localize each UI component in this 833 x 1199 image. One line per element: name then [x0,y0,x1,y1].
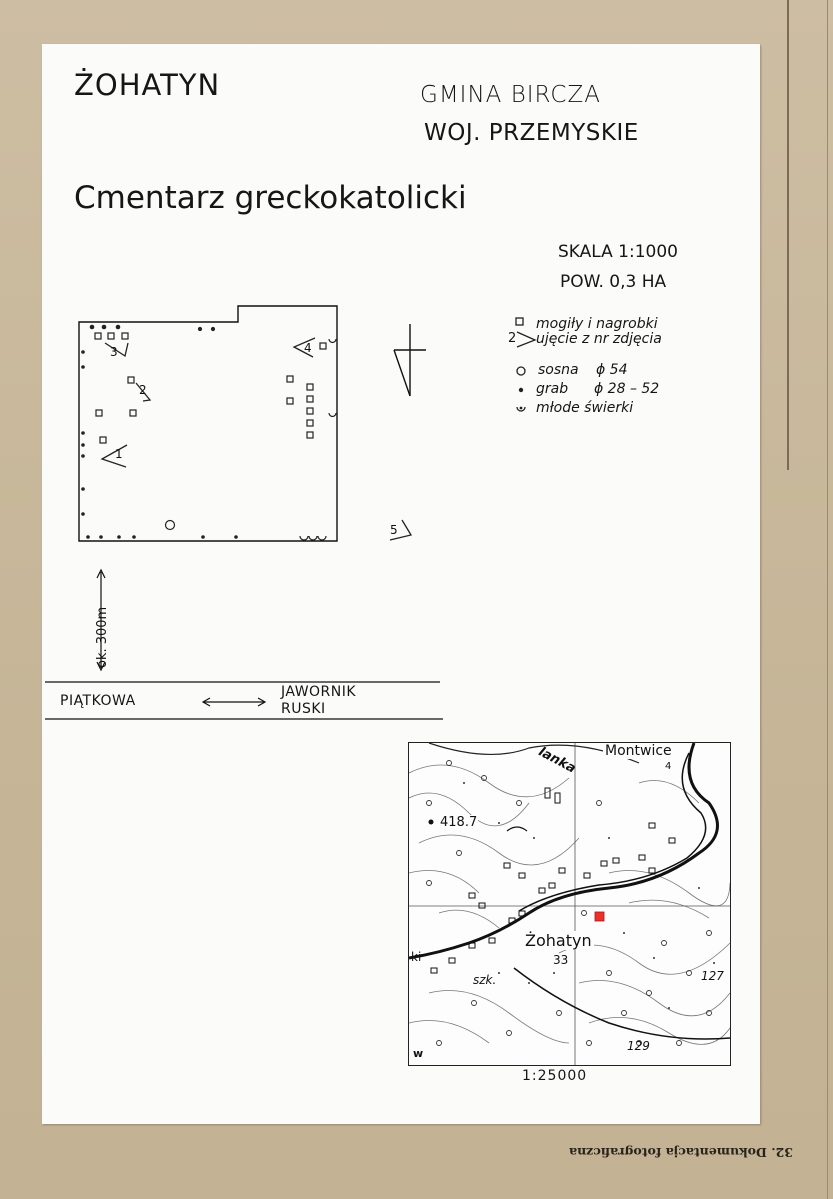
road-right-destination-line1: JAWORNIK [281,684,357,700]
map-scale: 1:25000 [522,1068,588,1084]
area-text: POW. 0,3 HA [560,272,667,292]
hornbeam-tree [81,512,85,516]
road-right-destination-line2: RUSKI [281,701,326,717]
road-left-destination: PIĄTKOWA [60,693,136,709]
grave [307,432,313,438]
north-arrow-icon [394,324,426,396]
photo-number-4: 4 [304,341,312,355]
spruce [309,536,317,540]
grave [320,343,326,349]
legend-spruce: młode świerki [536,400,634,416]
graves-group [95,333,326,443]
legend-hornbeam-value: ϕ 28 – 52 [594,381,660,397]
grid-lines [409,743,730,1065]
legend-photo-number: 2 [508,331,517,346]
hornbeam-tree [90,325,95,330]
grave [130,410,136,416]
photo-shots [102,338,411,540]
height-point-icon [429,820,434,825]
photo-number-5: 5 [390,523,398,537]
grave [307,384,313,390]
road-south [514,968,730,1039]
photo-number-2: 2 [139,383,147,397]
legend-graves: mogiły i nagrobki [536,316,658,332]
grave [307,408,313,414]
hornbeam-tree [117,535,121,539]
page-title: Cmentarz greckokatolicki [74,180,467,216]
topographic-map [408,742,731,1066]
photo-number-3: 3 [110,345,118,359]
hornbeam-trees [81,325,238,539]
grave [100,437,106,443]
hornbeam-tree [81,443,85,447]
spruce [329,339,336,343]
church-icon [507,827,527,831]
hornbeam-tree [81,365,85,369]
footer-caption: 32. Dokumentacja fotograficzna [569,1145,793,1160]
legend-hornbeam-label: grab [536,381,569,397]
contour-lines [409,765,730,1044]
young-spruces [300,339,336,540]
hornbeam-tree [201,535,205,539]
spruce [329,413,336,417]
grave [287,376,293,382]
cemetery-boundary [79,306,337,541]
legend-pine-label: sosna [538,362,579,378]
hornbeam-tree [81,431,85,435]
map-dots [463,782,715,1009]
map-label-129: 129 [627,1039,650,1053]
hornbeam-tree [116,325,121,330]
grave [96,410,102,416]
scale-text: SKALA 1:1000 [558,242,678,262]
hornbeam-tree [102,325,107,330]
map-label-33: 33 [553,953,569,967]
map-label-w: w [413,1047,424,1060]
commune-name: GMINA BIRCZA [420,82,601,108]
hornbeam-tree [211,327,215,331]
grave [128,377,134,383]
grave [287,398,293,404]
village-name: ŻOHATYN [74,68,221,102]
distance-label: ok. 300m [95,606,110,668]
map-label-ki: ki [411,950,422,964]
spruce [300,536,308,540]
pine-tree [166,521,175,530]
river [409,743,717,958]
forest-symbols [427,761,712,1046]
cemetery-location-marker [595,912,604,921]
voivodeship-name: WOJ. PRZEMYSKIE [424,120,639,146]
grave [122,333,128,339]
grave [108,333,114,339]
hornbeam-tree [132,535,136,539]
grave [95,333,101,339]
map-label-village: Żohatyn [525,931,592,950]
legend-photo-shot: ujęcie z nr zdjęcia [536,331,662,347]
hornbeam-tree [86,535,90,539]
map-label-montwice: Montwice [605,743,672,759]
map-label-stream: lanka [535,744,579,777]
grave [307,396,313,402]
hornbeam-tree [234,535,238,539]
hornbeam-tree [99,535,103,539]
photo-number-1: 1 [115,447,123,461]
hornbeam-tree [81,350,85,354]
map-label-127: 127 [701,969,724,983]
map-label-four: 4 [665,761,672,772]
map-label-height: 418.7 [440,815,478,830]
spruce [318,536,326,540]
legend-pine-value: ϕ 54 [596,362,628,378]
hornbeam-tree [81,454,85,458]
hornbeam-tree [81,487,85,491]
grave [307,420,313,426]
hornbeam-tree [198,327,202,331]
map-label-szk: szk. [473,973,497,987]
map-drawing [409,743,730,1065]
